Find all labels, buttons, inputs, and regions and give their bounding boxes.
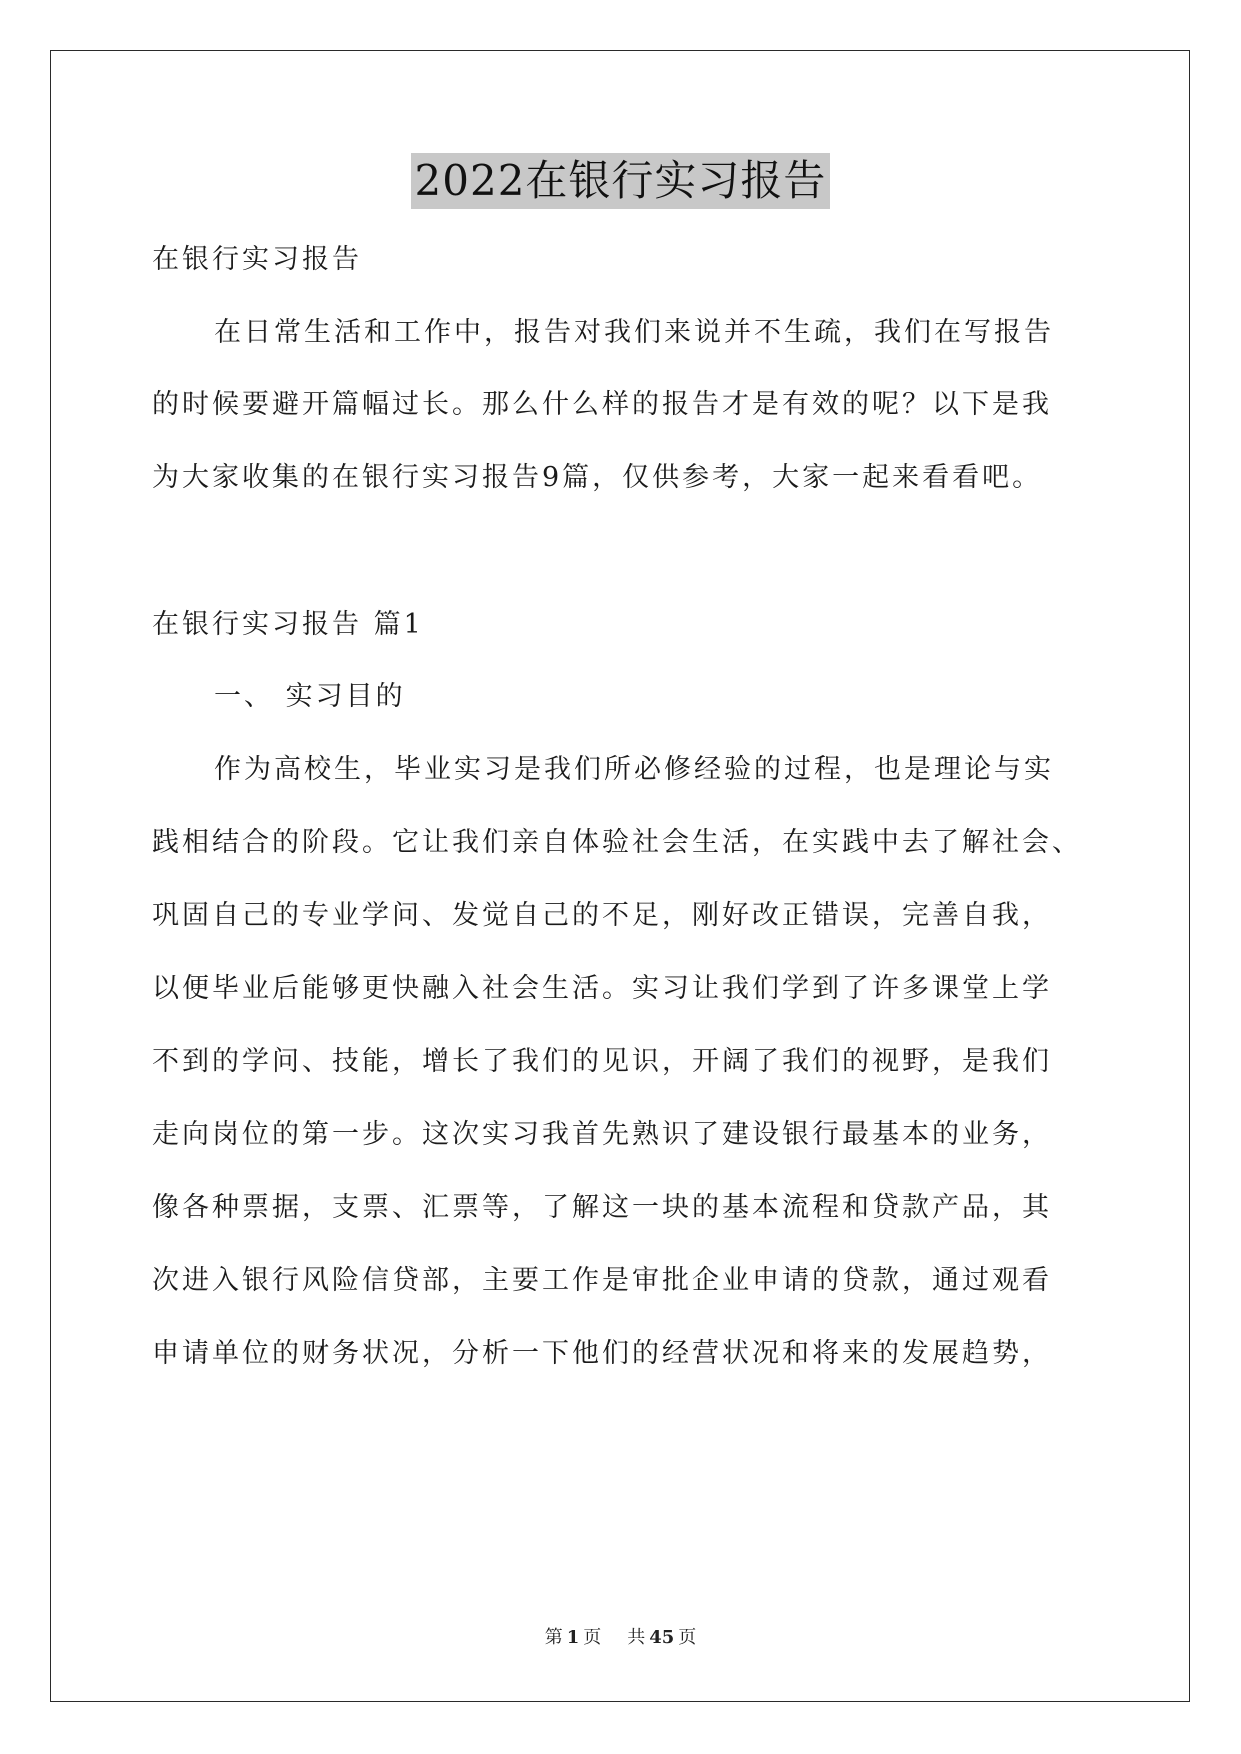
section-heading: 在银行实习报告 篇1 [152,609,424,640]
page-prefix: 第 [544,1627,563,1648]
total-pages: 45 [649,1627,675,1648]
subsection-heading: 一、 实习目的 [214,681,406,712]
total-suffix: 页 [678,1627,697,1648]
page-number: 1 [566,1627,580,1648]
body-line: 不到的学问、技能，增长了我们的见识，开阔了我们的视野，是我们 [152,1046,1052,1077]
body-line: 巩固自己的专业学问、发觉自己的不足，刚好改正错误，完善自我， [152,900,1052,931]
body-line: 像各种票据，支票、汇票等，了解这一块的基本流程和贷款产品，其 [152,1192,1052,1223]
document-subtitle: 在银行实习报告 [152,244,362,275]
body-line: 作为高校生，毕业实习是我们所必修经验的过程，也是理论与实 [214,754,1054,785]
page-suffix: 页 [583,1627,602,1648]
intro-line: 为大家收集的在银行实习报告9篇，仅供参考，大家一起来看看吧。 [152,462,1043,493]
title-container [0,153,1241,209]
page-border [50,50,1190,1702]
body-line: 践相结合的阶段。它让我们亲自体验社会生活，在实践中去了解社会、 [152,827,1082,858]
body-line: 申请单位的财务状况，分析一下他们的经营状况和将来的发展趋势， [152,1338,1052,1369]
intro-line: 的时候要避开篇幅过长。那么什么样的报告才是有效的呢？以下是我 [152,389,1052,420]
page-footer [0,1626,1241,1650]
document-title: 2022在银行实习报告 [411,153,831,209]
total-prefix: 共 [627,1627,646,1648]
body-line: 次进入银行风险信贷部，主要工作是审批企业申请的贷款，通过观看 [152,1265,1052,1296]
intro-line: 在日常生活和工作中，报告对我们来说并不生疏，我们在写报告 [214,317,1054,348]
body-line: 以便毕业后能够更快融入社会生活。实习让我们学到了许多课堂上学 [152,973,1052,1004]
body-line: 走向岗位的第一步。这次实习我首先熟识了建设银行最基本的业务， [152,1119,1052,1150]
